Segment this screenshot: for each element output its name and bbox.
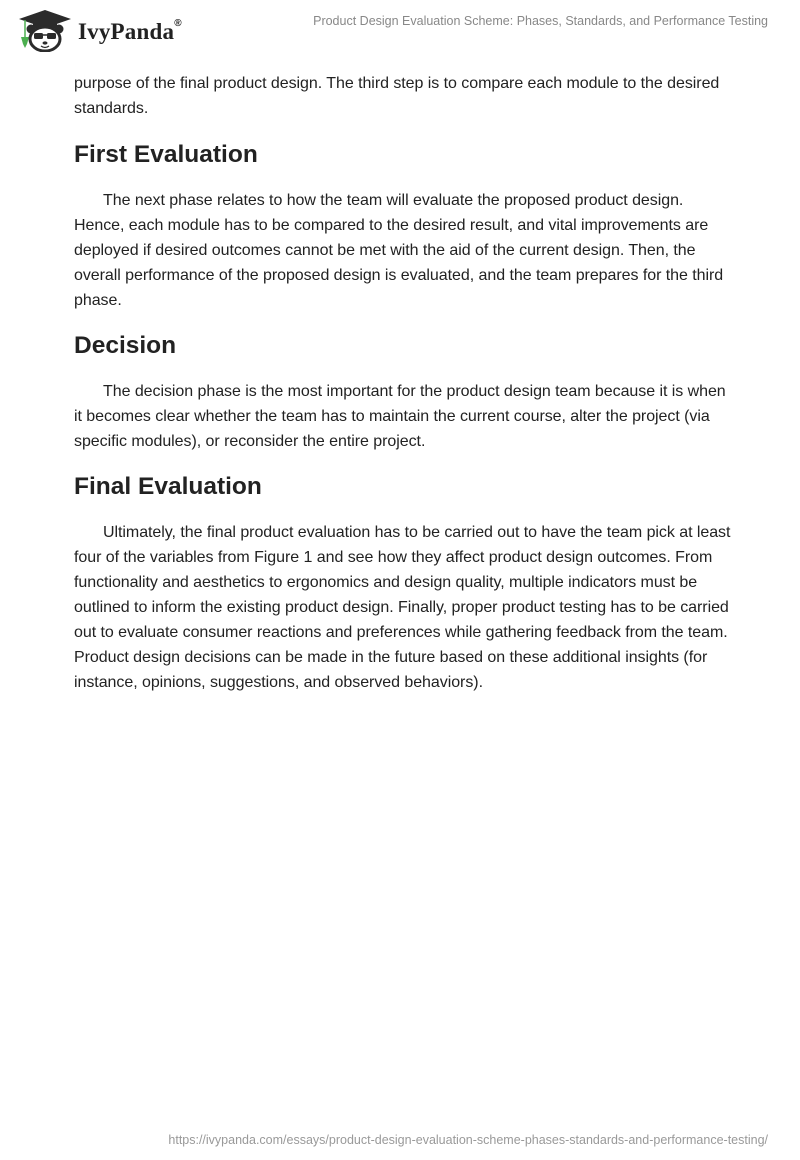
brand-name: IvyPanda® <box>78 18 182 44</box>
section-paragraph-final-evaluation: Ultimately, the final product evaluation has to be carried out to have the team pick at least four of the variables from Figure 1 and see how they affect product design outcomes. From functionality and aesthetics to ergonomics and design quality, multiple indicators must be outlined to inform the existing product design. Finally, proper product testing has to be carried out to evaluate consumer reactions and preferences while gathering feedback from the team. Product design decisions can be made in the future based on these additional insights (for instance, opinions, suggestions, and observed behaviors). <box>74 524 731 691</box>
panda-graduation-cap-icon <box>16 8 74 52</box>
essay-content <box>74 71 734 695</box>
section-heading-final-evaluation: Final Evaluation <box>74 473 262 500</box>
section-heading-decision: Decision <box>74 332 177 359</box>
page-header <box>0 0 800 60</box>
registered-mark: ® <box>174 18 182 30</box>
section-heading-first-evaluation: First Evaluation <box>74 141 258 168</box>
section-paragraph-first-evaluation: The next phase relates to how the team will evaluate the proposed product design. Hence, each module has to be compared to the desired result, and vital improvements are deployed if desired outcomes cannot be met with the aid of the current design. Then, the overall performance of the proposed design is evaluated, and the team prepares for the third phase. <box>74 192 724 309</box>
intro-paragraph: purpose of the final product design. The third step is to compare each module to the desired standards. <box>74 75 720 117</box>
section-paragraph-decision: The decision phase is the most important for the product design team because it is when it becomes clear whether the team has to maintain the current course, alter the project (via specific modules), or reconsider the entire project. <box>74 383 726 450</box>
source-url-link[interactable]: https://ivypanda.com/essays/product-design-evaluation-scheme-phases-standards-and-performance-testing/ <box>168 1133 768 1147</box>
ivypanda-logo[interactable] <box>16 8 182 52</box>
document-title: Product Design Evaluation Scheme: Phases, Standards, and Performance Testing <box>313 14 768 28</box>
